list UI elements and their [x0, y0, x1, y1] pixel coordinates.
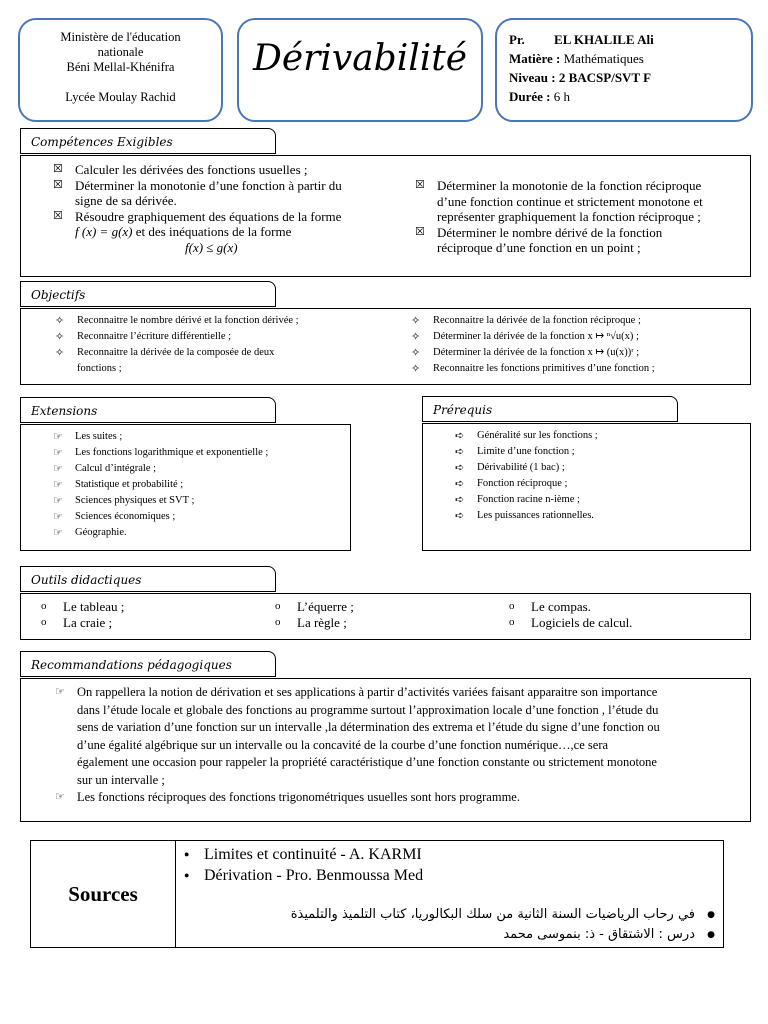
source-arabic-1: في رحاب الرياضيات السنة الثانية من سلك البكالوريا، كتاب التلميذ والتلميذة — [290, 907, 695, 922]
sources-label-cell — [31, 841, 176, 947]
competence-left-2a: Déterminer la monotonie d’une fonction à partir du — [75, 177, 342, 193]
ministry-line1: Ministère de l'éducation — [60, 30, 181, 44]
hand-icon: ☞ — [53, 479, 63, 491]
extension-3: Calcul d’intégrale ; — [75, 463, 157, 474]
objectif-left-3: Reconnaitre la dérivée de la composée de deux — [77, 347, 275, 358]
arrow-icon: ➪ — [455, 430, 465, 442]
competence-right-2a: Déterminer le nombre dérivé de la fonction — [437, 224, 663, 240]
outil-equerre: L’équerre ; — [297, 599, 354, 614]
subject-label: Matière : — [509, 51, 561, 66]
reco-p1-line6: sur un intervalle ; — [77, 772, 165, 787]
page-title: Dérivabilité — [252, 38, 468, 79]
inequation: f(x) ≤ g(x) — [185, 239, 238, 255]
extension-5: Sciences physiques et SVT ; — [75, 495, 195, 506]
region: Béni Mellal-Khénifra — [66, 60, 175, 74]
reco-p1-line1: On rappellera la notion de dérivation et ses applications à partir d’activités variées faisant apparaitre son importance — [77, 685, 658, 699]
outils-title: Outils didactiques — [31, 573, 142, 587]
hand-icon: ☞ — [55, 686, 65, 698]
bullet-icon: ● — [707, 930, 715, 940]
extensions-box — [20, 424, 351, 551]
reco-p1-line3: sens de variation d’une fonction sur un intervalle ,la détermination des extrema et l’étude du signe d’une fonction ou — [77, 720, 660, 734]
hand-icon: ☞ — [55, 791, 65, 803]
header-right-box — [495, 18, 753, 122]
competence-left-1: Calculer les dérivées des fonctions usuelles ; — [75, 162, 308, 177]
header-title-box — [237, 18, 483, 122]
prerequis-3: Dérivabilité (1 bac) ; — [477, 462, 565, 473]
objectif-left-1: Reconnaitre le nombre dérivé et la fonction dérivée ; — [77, 315, 299, 326]
checkbox-icon: ☒ — [53, 178, 63, 191]
equation-suffix: et des inéquations de la forme — [132, 224, 292, 239]
reco-p1-line2: dans l’étude locale et globale des fonctions au programme surtout l’approximation locale d’une fonction , l’étude du — [77, 702, 659, 717]
objectif-left-2: Reconnaitre l’écriture différentielle ; — [77, 331, 232, 342]
outil-craie: La craie ; — [63, 614, 113, 630]
competence-right-1a: Déterminer la monotonie de la fonction réciproque — [437, 178, 702, 193]
prerequis-2: Limite d’une fonction ; — [477, 446, 575, 457]
outil-tableau: Le tableau ; — [63, 599, 125, 614]
reco-p1-line5: également une occasion pour rappeler la propriété caractéristique d’une fonction constante ou strictement monotone — [77, 755, 657, 769]
recommandations-box — [20, 678, 751, 822]
prerequis-6: Les puissances rationnelles. — [477, 510, 594, 521]
source-2: Dérivation - Pro. Benmoussa Med — [204, 867, 424, 884]
extension-2: Les fonctions logarithmique et exponentielle ; — [75, 447, 269, 458]
subject-value: Mathématiques — [563, 51, 644, 66]
outils-box — [20, 593, 751, 640]
hand-icon: ☞ — [53, 431, 63, 443]
header-left-box — [18, 18, 223, 122]
ministry-line2: nationale — [97, 45, 144, 59]
competences-title: Compétences Exigibles — [31, 135, 173, 149]
sources-label: Sources — [68, 881, 138, 906]
source-arabic-2: درس : الاشتقاق - ذ: بنموسى محمد — [503, 927, 695, 942]
diamond-icon: ✧ — [55, 315, 65, 327]
outil-regle: La règle ; — [297, 614, 347, 630]
objectif-left-4: fonctions ; — [77, 363, 122, 374]
objectif-right-4: Reconnaitre les fonctions primitives d’une fonction ; — [433, 363, 655, 374]
checkbox-icon: ☒ — [415, 225, 425, 238]
diamond-icon: ✧ — [411, 363, 421, 375]
bullet-icon: ● — [184, 870, 190, 880]
extension-1: Les suites ; — [75, 431, 123, 442]
extension-4: Statistique et probabilité ; — [75, 479, 184, 490]
prerequis-4: Fonction réciproque ; — [477, 478, 568, 489]
objectifs-title: Objectifs — [31, 288, 86, 302]
hand-icon: ☞ — [53, 463, 63, 475]
arrow-icon: ➪ — [455, 462, 465, 474]
prerequis-1: Généralité sur les fonctions ; — [477, 430, 598, 441]
recommandations-title: Recommandations pédagogiques — [31, 658, 232, 672]
objectif-right-3: Déterminer la dérivée de la fonction x ↦ (u(x))ʳ ; — [433, 347, 640, 358]
arrow-icon: ➪ — [455, 494, 465, 506]
diamond-icon: ✧ — [55, 347, 65, 359]
objectifs-tab — [20, 281, 276, 307]
circle-icon: o — [275, 615, 281, 628]
circle-icon: o — [41, 615, 47, 628]
checkbox-icon: ☒ — [415, 179, 425, 191]
prof-name: EL KHALILE Ali — [554, 32, 654, 47]
diamond-icon: ✧ — [411, 331, 421, 343]
reco-p2: Les fonctions réciproques des fonctions trigonométriques usuelles sont hors programme. — [77, 790, 520, 804]
arrow-icon: ➪ — [455, 478, 465, 490]
outils-tab — [20, 566, 276, 592]
outil-compas: Le compas. — [531, 599, 591, 614]
sources-list-cell — [176, 841, 723, 947]
prof-label: Pr. — [509, 32, 525, 47]
competences-box — [20, 155, 751, 277]
objectif-right-2: Déterminer la dérivée de la fonction x ↦ ⁿ√u(x) ; — [433, 331, 639, 342]
duration-value: 6 h — [553, 89, 571, 104]
sources-table — [30, 840, 724, 948]
prerequis-tab — [422, 396, 678, 422]
checkbox-icon: ☒ — [53, 209, 63, 222]
competence-right-2b: réciproque d’une fonction en un point ; — [437, 240, 641, 255]
extension-7: Géographie. — [75, 527, 127, 538]
prerequis-box — [422, 423, 751, 551]
school: Lycée Moulay Rachid — [65, 90, 176, 104]
bullet-icon: ● — [707, 910, 715, 920]
circle-icon: o — [509, 615, 515, 628]
hand-icon: ☞ — [53, 495, 63, 507]
arrow-icon: ➪ — [455, 510, 465, 522]
extensions-tab — [20, 397, 276, 423]
bullet-icon: ● — [184, 849, 190, 859]
duration-label: Durée : — [509, 89, 551, 104]
competences-tab — [20, 128, 276, 154]
hand-icon: ☞ — [53, 527, 63, 539]
diamond-icon: ✧ — [411, 347, 421, 359]
hand-icon: ☞ — [53, 511, 63, 523]
recommandations-tab — [20, 651, 276, 677]
diamond-icon: ✧ — [411, 315, 421, 327]
extension-6: Sciences économiques ; — [75, 511, 176, 522]
prerequis-title: Prérequis — [433, 403, 493, 417]
prerequis-5: Fonction racine n-ième ; — [477, 494, 580, 505]
objectifs-box — [20, 308, 751, 385]
competence-left-3: Résoudre graphiquement des équations de la forme — [75, 208, 342, 224]
diamond-icon: ✧ — [55, 331, 65, 343]
reco-p1-line4: d’une égalité algébrique sur un intervalle ou la concavité de la courbe d’une fonction numérique…,ce sera — [77, 737, 609, 752]
source-1: Limites et continuité - A. KARMI — [204, 846, 422, 863]
competence-right-1b: d’une fonction continue et strictement monotone et — [437, 193, 703, 209]
arrow-icon: ➪ — [455, 446, 465, 458]
circle-icon: o — [275, 600, 281, 612]
circle-icon: o — [509, 600, 515, 612]
hand-icon: ☞ — [53, 447, 63, 459]
checkbox-icon: ☒ — [53, 163, 63, 175]
circle-icon: o — [41, 600, 47, 612]
level-value: 2 BACSP/SVT F — [558, 70, 652, 85]
level-label: Niveau : — [509, 70, 556, 85]
outil-logiciels: Logiciels de calcul. — [531, 614, 633, 630]
equation: f (x) = g(x) — [75, 224, 133, 239]
competence-right-1c: représenter graphiquement la fonction réciproque ; — [437, 209, 701, 224]
objectif-right-1: Reconnaitre la dérivée de la fonction réciproque ; — [433, 315, 641, 326]
competence-left-2b: signe de sa dérivée. — [75, 193, 177, 208]
extensions-title: Extensions — [31, 404, 98, 418]
